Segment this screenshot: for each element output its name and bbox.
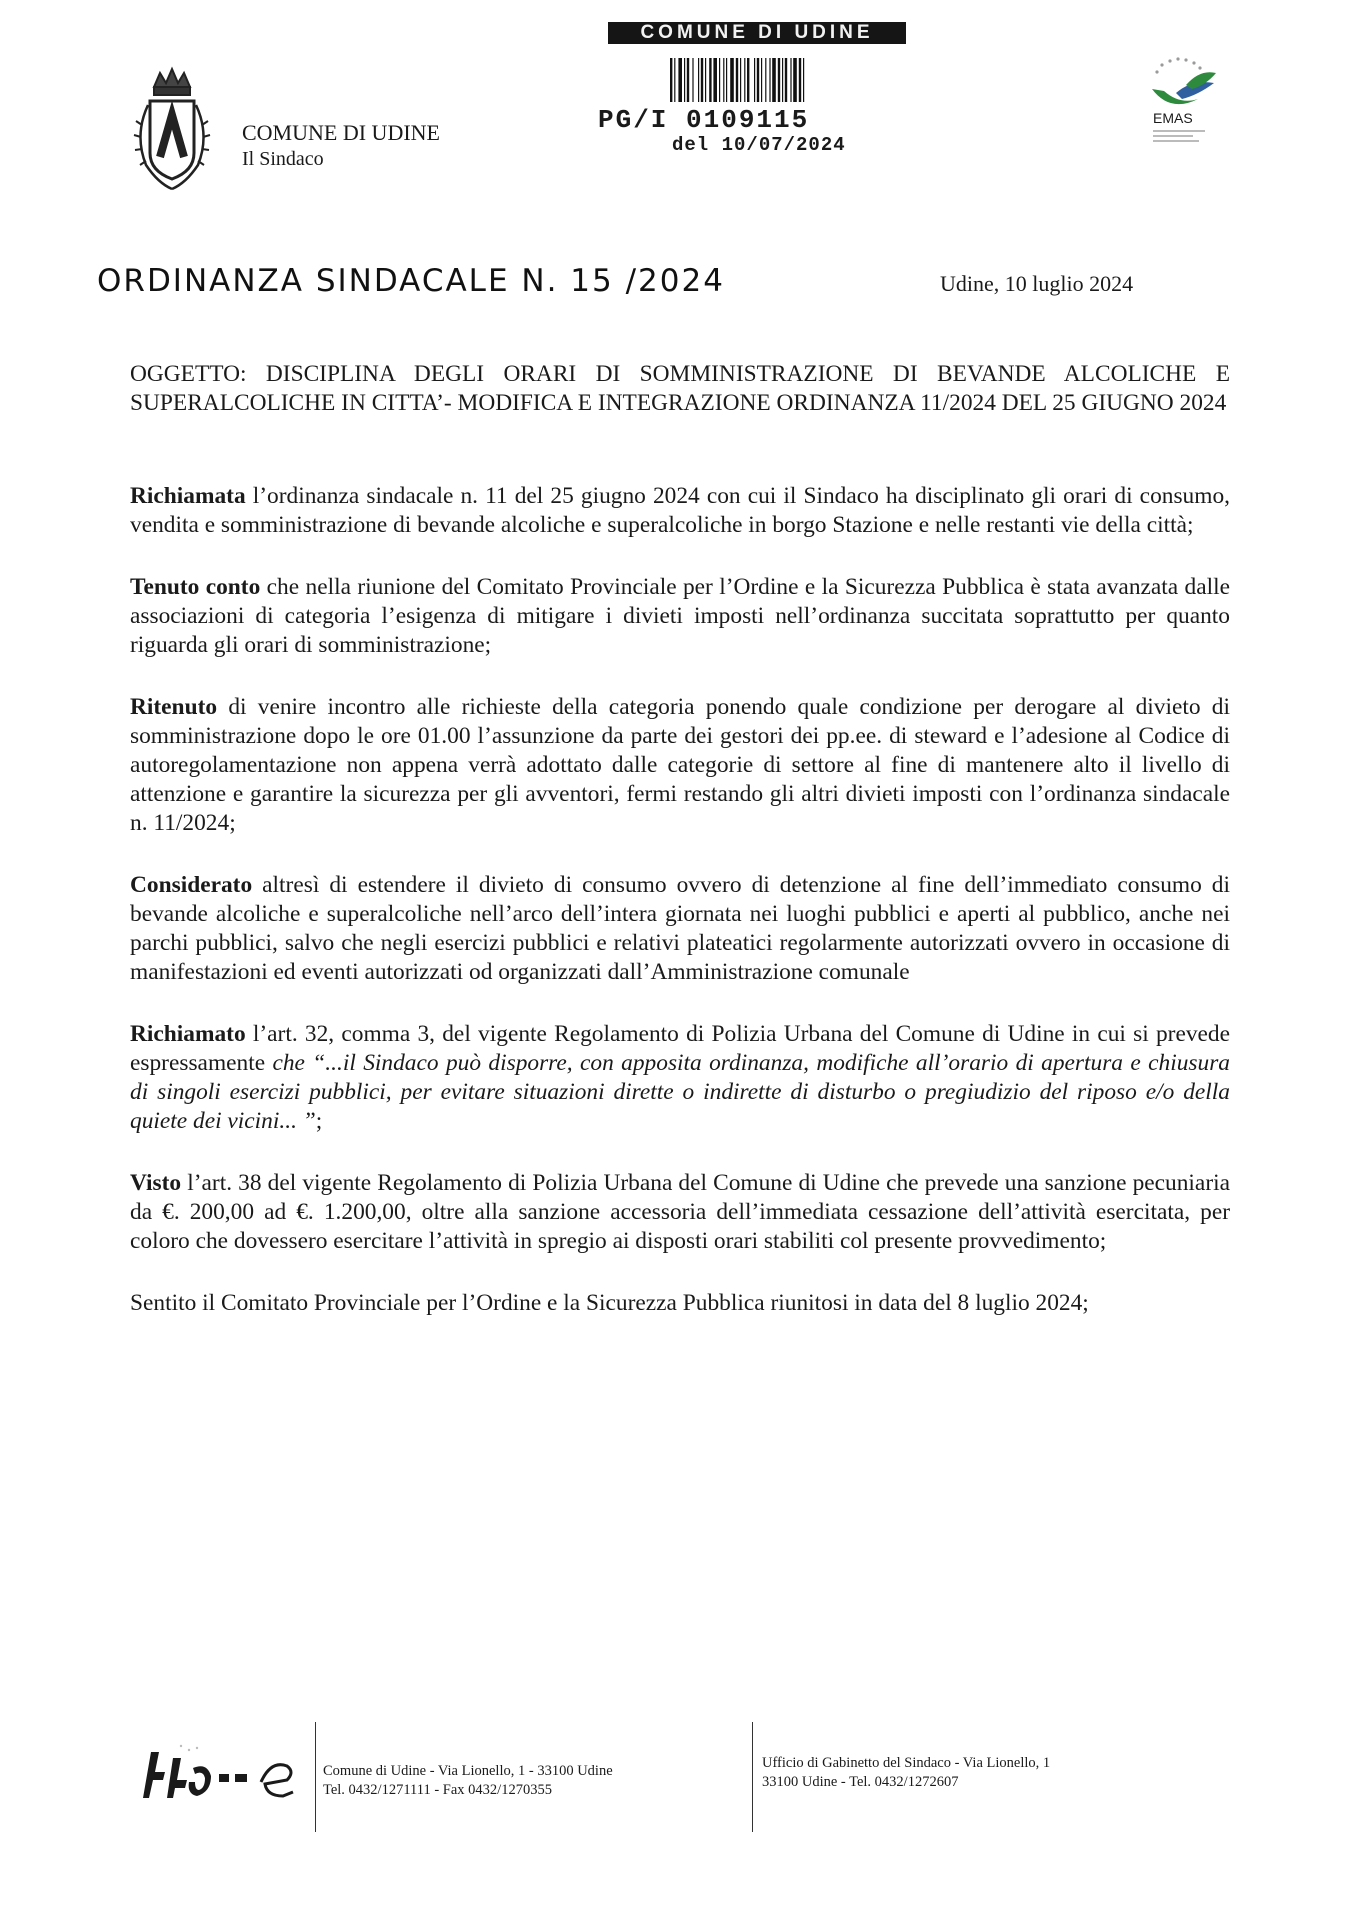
paragraph-text: Sentito il Comitato Provinciale per l’Ordine e la Sicurezza Pubblica riunitosi in data del 8 luglio 2024; — [130, 1290, 1089, 1316]
subject-text: DISCIPLINA DEGLI ORARI DI SOMMINISTRAZIONE DI BEVANDE ALCOLICHE E SUPERALCOLICHE IN CITTA’- MODIFICA E INTEGRAZIONE ORDINANZA 11/2024 DEL 25 GIUGNO 2024 — [130, 361, 1230, 416]
udine-footer-logo — [137, 1738, 299, 1806]
subject-heading — [130, 360, 1230, 418]
subject-label: OGGETTO: — [130, 361, 247, 387]
city-crest-logo — [132, 65, 212, 197]
protocol-date: del 10/07/2024 — [672, 134, 846, 156]
paragraph-text: altresì di estendere il divieto di consumo ovvero di detenzione al fine dell’immediato consumo di bevande alcoliche e superalcoliche nell’arco dell’intera giornata nei luoghi pubblici e aperti al pubblico, anche nei parchi pubblici, salvo che negli esercizi pubblici e relativi plateatici regolarmente autorizzati ovvero in occasione di manifestazioni ed eventi autorizzati od organizzati dall’Amministrazione comunale — [130, 872, 1230, 985]
protocol-number: PG/I 0109115 — [598, 105, 810, 135]
paragraph-quote: che “...il Sindaco può disporre, con apposita ordinanza, modifiche all’orario di apertura e chiusura di singoli esercizi pubblici, per evitare situazioni dirette o indirette di disturbo o pregiudizio del riposo e/o della quiete dei vicini... ” — [130, 1050, 1230, 1134]
paragraph-text: l’ordinanza sindacale n. 11 del 25 giugno 2024 con cui il Sindaco ha disciplinato gli orari di consumo, vendita e somministrazione di bevande alcoliche e superalcoliche in borgo Stazione e nelle restanti vie della città; — [130, 483, 1230, 538]
org-subtitle: Il Sindaco — [242, 148, 324, 170]
place-and-date: Udine, 10 luglio 2024 — [940, 271, 1134, 296]
paragraph-lead: Ritenuto — [130, 694, 218, 720]
ordinance-number-handwritten: ORDINANZA SINDACALE N. 15 /2024 — [97, 263, 725, 299]
footer-line: 33100 Udine - Tel. 0432/1272607 — [762, 1774, 959, 1790]
paragraph-text: che nella riunione del Comitato Provinciale per l’Ordine e la Sicurezza Pubblica è stata avanzata dalle associazioni di categoria l’esigenza di mitigare i divieti imposti nell’ordinanza succitata soprattutto per quanto riguarda gli orari di somministrazione; — [130, 574, 1230, 658]
paragraph-visto — [130, 1169, 1230, 1256]
document-body — [130, 360, 1230, 1351]
paragraph-richiamato — [130, 1020, 1230, 1136]
paragraph-richiamata — [130, 482, 1230, 540]
paragraph-tail: ; — [315, 1108, 323, 1134]
paragraph-sentito — [130, 1289, 1230, 1318]
paragraph-tenuto-conto — [130, 573, 1230, 660]
footer-divider — [752, 1722, 753, 1832]
paragraph-ritenuto — [130, 693, 1230, 838]
footer-line: Comune di Udine - Via Lionello, 1 - 33100 Udine — [323, 1763, 613, 1779]
footer-line: Tel. 0432/1271111 - Fax 0432/1270355 — [323, 1782, 552, 1798]
footer-address-municipality — [323, 1762, 613, 1800]
paragraph-text: di venire incontro alle richieste della categoria ponendo quale condizione per derogare al divieto di somministrazione dopo le ore 01.00 l’assunzione da parte dei gestori dei pp.ee. di steward e l’adesione al Codice di autoregolamentazione non appena verrà adottato dalle categorie di settore al fine di mantenere alto il livello di attenzione e garantire la sicurezza per gli avventori, fermi restando gli altri divieti imposti con l’ordinanza sindacale n. 11/2024; — [130, 694, 1230, 836]
paragraph-lead: Richiamata — [130, 483, 246, 509]
paragraph-lead: Considerato — [130, 872, 253, 898]
paragraph-considerato — [130, 871, 1230, 987]
paragraph-lead: Richiamato — [130, 1021, 246, 1047]
paragraph-text: l’art. 38 del vigente Regolamento di Polizia Urbana del Comune di Udine che prevede una sanzione pecuniaria da €. 200,00 ad €. 1.200,00, oltre alla sanzione accessoria dell’immediata cessazione dell’attività esercitata, per coloro che dovessero esercitare l’attività in spregio ai disposti orari stabiliti col presente provvedimento; — [130, 1170, 1230, 1254]
paragraph-lead: Tenuto conto — [130, 574, 261, 600]
footer-line: Ufficio di Gabinetto del Sindaco - Via Lionello, 1 — [762, 1755, 1051, 1771]
footer-address-cabinet — [762, 1754, 1050, 1792]
footer-divider — [315, 1722, 316, 1832]
paragraph-lead: Visto — [130, 1170, 182, 1196]
emas-fine-print — [1153, 128, 1229, 146]
issuer-block — [242, 120, 440, 172]
protocol-stamp-band: COMUNE DI UDINE — [608, 22, 906, 44]
org-name: COMUNE DI UDINE — [242, 120, 440, 145]
protocol-barcode — [668, 58, 854, 102]
emas-label: EMAS — [1153, 110, 1193, 126]
paragraph-text: l’art. 32, comma 3, del vigente Regolamento di Polizia Urbana del Comune di Udine in cui si prevede espressamente — [130, 1021, 1230, 1076]
